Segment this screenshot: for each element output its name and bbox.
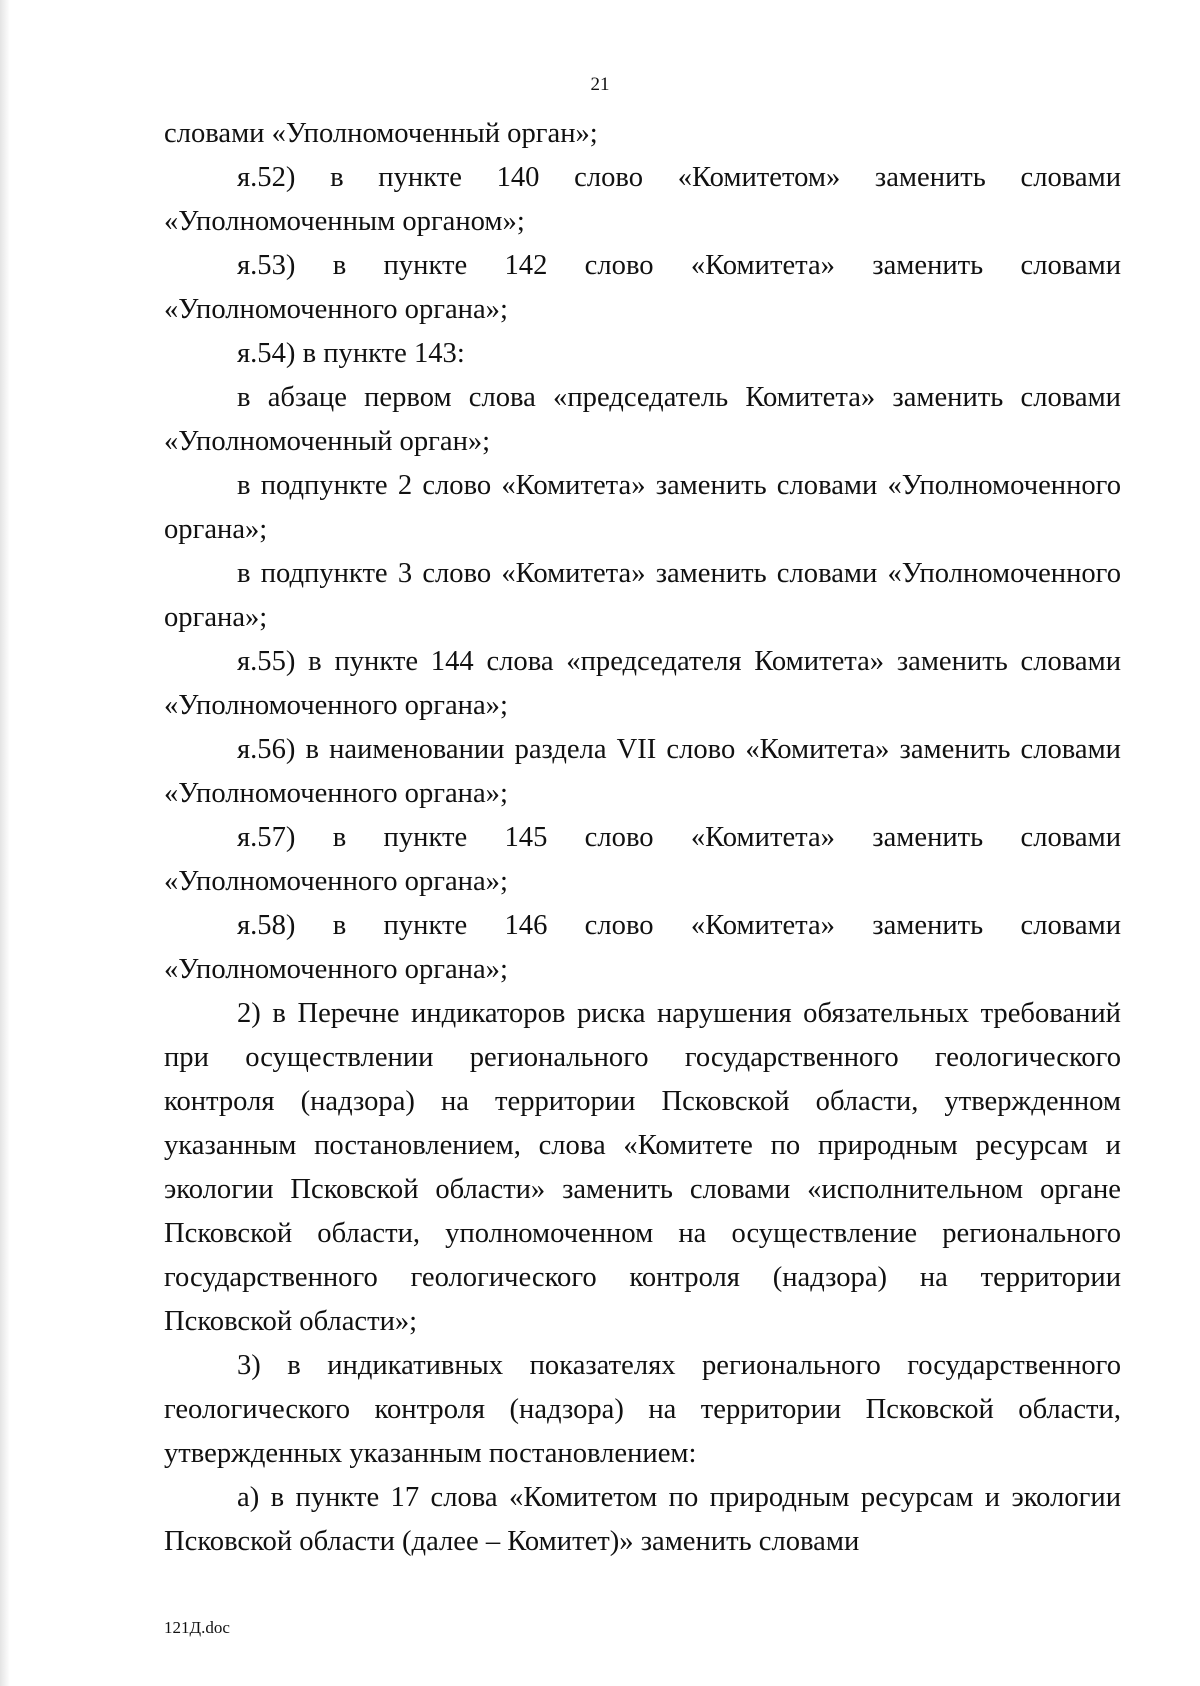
scan-edge — [0, 0, 10, 1686]
paragraph: я.57) в пункте 145 слово «Комитета» заменить словами «Уполномоченного органа»; — [164, 822, 1121, 897]
document-body — [164, 112, 1121, 1564]
paragraph: в абзаце первом слова «председатель Комитета» заменить словами «Уполномоченный орган»; — [164, 382, 1121, 457]
paragraph: я.58) в пункте 146 слово «Комитета» заменить словами «Уполномоченного органа»; — [164, 910, 1121, 985]
paragraph: в подпункте 3 слово «Комитета» заменить словами «Уполномоченного органа»; — [164, 558, 1121, 633]
paragraph: 2) в Перечне индикаторов риска нарушения обязательных требований при осуществлении регионального государственного геологического контроля (надзора) на территории Псковской области, утвержденном указанным постановлением, слова «Комитете по природным ресурсам и экологии Псковской области» заменить словами «исполнительном органе Псковской области, уполномоченном на осуществление регионального государственного геологического контроля (надзора) на территории Псковской области»; — [164, 998, 1121, 1337]
footer-filename: 121Д.doc — [164, 1618, 230, 1637]
paragraph: я.55) в пункте 144 слова «председателя Комитета» заменить словами «Уполномоченного органа»; — [164, 646, 1121, 721]
paragraph: в подпункте 2 слово «Комитета» заменить словами «Уполномоченного органа»; — [164, 470, 1121, 545]
paragraph: я.56) в наименовании раздела VII слово «Комитета» заменить словами «Уполномоченного органа»; — [164, 734, 1121, 809]
paragraph: я.54) в пункте 143: — [237, 338, 465, 369]
paragraph: а) в пункте 17 слова «Комитетом по природным ресурсам и экологии Псковской области (далее – Комитет)» заменить словами — [164, 1482, 1121, 1557]
paragraph: словами «Уполномоченный орган»; — [164, 118, 598, 149]
paragraph: 3) в индикативных показателях регионального государственного геологического контроля (надзора) на территории Псковской области, утвержденных указанным постановлением: — [164, 1350, 1121, 1469]
page-number: 21 — [590, 74, 610, 95]
paragraph: я.53) в пункте 142 слово «Комитета» заменить словами «Уполномоченного органа»; — [164, 250, 1121, 325]
paragraph: я.52) в пункте 140 слово «Комитетом» заменить словами «Уполномоченным органом»; — [164, 162, 1121, 237]
